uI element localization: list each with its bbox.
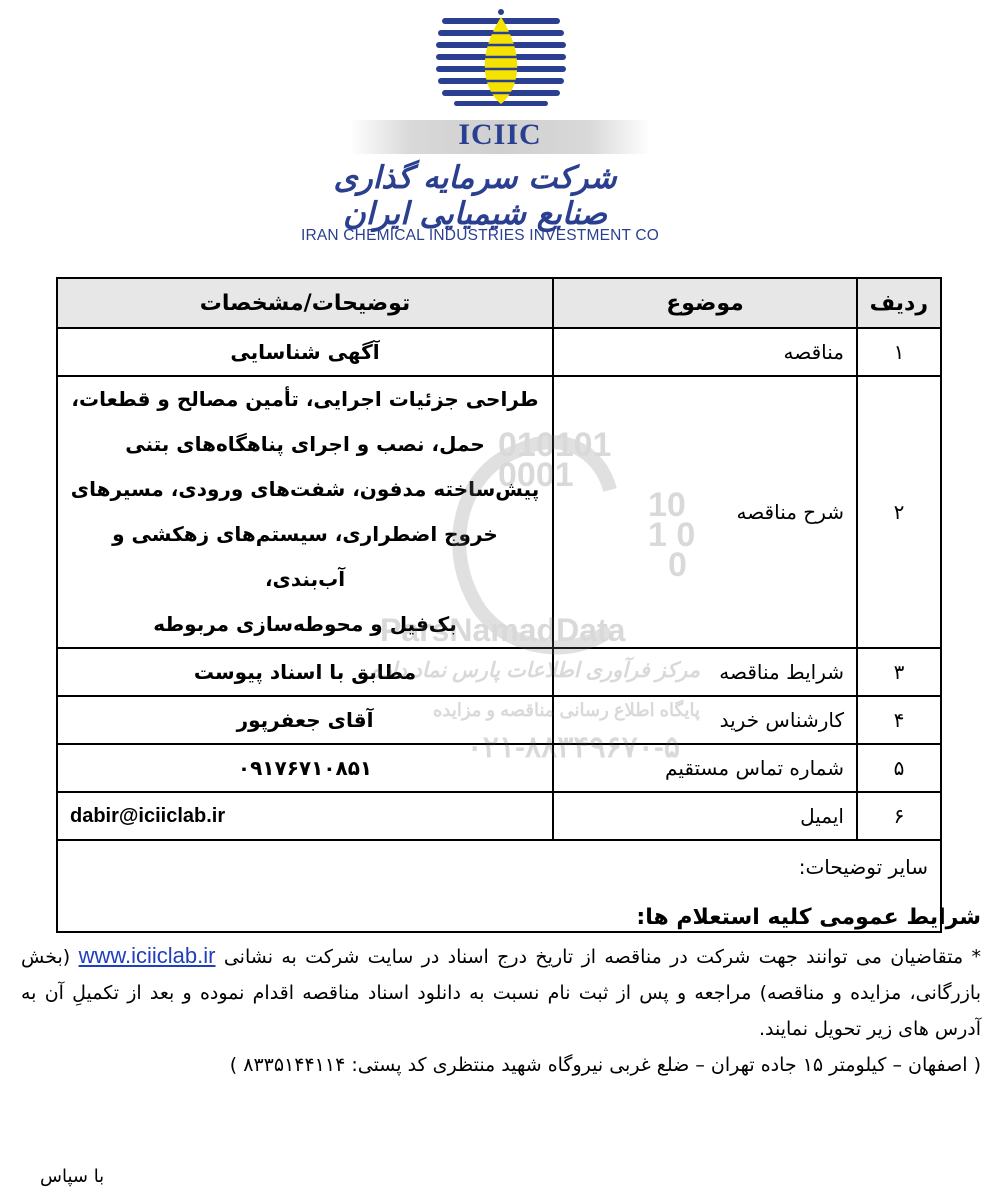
row-subject: شرایط مناقصه — [553, 648, 857, 696]
watermark-binary-line: 10 — [648, 486, 686, 524]
table-row — [57, 744, 941, 792]
row-description — [57, 376, 553, 648]
table-row — [57, 376, 941, 648]
description-line: پیش‌ساخته مدفون، شفت‌های ورودی، مسیرهای — [70, 477, 540, 501]
logo-acronym: ICIIC — [458, 118, 542, 151]
row-value: آقای جعفرپور — [57, 696, 553, 744]
logo-name-fa: شرکت سرمایه گذاری صنایع شیمیایی ایران — [333, 160, 617, 232]
logo-name-en: IRAN CHEMICAL INDUSTRIES INVESTMENT CO — [300, 227, 660, 244]
row-subject: شرح مناقصه — [553, 376, 857, 648]
row-subject: مناقصه — [553, 328, 857, 376]
header-row-number: ردیف — [857, 278, 941, 328]
watermark-binary-line: 1 0 — [648, 516, 696, 554]
header-subject: موضوع — [553, 278, 857, 328]
general-conditions — [21, 905, 981, 1083]
company-logo — [0, 0, 1003, 250]
row-number: ۶ — [857, 792, 941, 840]
website-link[interactable]: www.iciiclab.ir — [78, 943, 216, 968]
watermark-binary-line: 0001 — [498, 456, 574, 494]
watermark-brand: ParsNamadData — [380, 612, 626, 648]
description-line: بک‌فیل و محوطه‌سازی مربوطه — [153, 612, 457, 636]
row-value: مطابق با اسناد پیوست — [57, 648, 553, 696]
row-subject: کارشناس خرید — [553, 696, 857, 744]
general-conditions-title: شرایط عمومی کلیه استعلام ها: — [636, 905, 981, 930]
table-header-row — [57, 278, 941, 328]
watermark-line-2: پایگاه اطلاع رسانی مناقصه و مزایده — [432, 700, 700, 720]
table-row — [57, 328, 941, 376]
closing-text: با سپاس — [40, 1166, 105, 1187]
general-text-1: * متقاضیان می توانند جهت شرکت در مناقصه از تاریخ درج اسناد در سایت شرکت به نشانی — [223, 946, 981, 968]
table-row — [57, 792, 941, 840]
header-description: توضیحات/مشخصات — [57, 278, 553, 328]
table-row — [57, 648, 941, 696]
row-number: ۲ — [857, 376, 941, 648]
watermark-binary-line: 010101 — [498, 426, 612, 464]
row-number: ۱ — [857, 328, 941, 376]
company-emblem-icon — [436, 8, 566, 108]
description-line: طراحی جزئیات اجرایی، تأمین مصالح و قطعات، — [71, 387, 539, 411]
watermark-line-1: مرکز فرآوری اطلاعات پارس نماد داده — [371, 659, 700, 682]
specification-table — [56, 277, 942, 933]
watermark-phone: ۰۲۱-۸۸۳۴۹۶۷۰-۵ — [466, 731, 680, 764]
table-row — [57, 696, 941, 744]
email-value[interactable]: dabir@iciiclab.ir — [57, 792, 553, 840]
general-text-2: (بخش بازرگانی، مزایده و مناقصه) مراجعه و پس از ثبت نام نسبت به دانلود اسناد مناقصه اقدام نموده و بعد از تکمیلِ آن به آدرس های زیر تحویل نمایند. — [21, 946, 981, 1040]
specification-table-wrapper — [56, 277, 942, 897]
watermark-binary-line: 0 — [668, 546, 687, 584]
row-subject: شماره تماس مستقیم — [553, 744, 857, 792]
row-number: ۵ — [857, 744, 941, 792]
other-notes: سایر توضیحات: — [57, 840, 941, 932]
general-paragraph-1 — [21, 938, 981, 1047]
general-address: ( اصفهان – کیلومتر ۱۵ جاده تهران – ضلع غربی نیروگاه شهید منتظری کد پستی: ۸۳۳۵۱۴۴۱۱۴ ) — [229, 1054, 981, 1076]
description-line: خروج اضطراری، سیستم‌های زهکشی و آب‌بندی، — [112, 522, 498, 591]
row-value: آگهی شناسایی — [57, 328, 553, 376]
row-number: ۳ — [857, 648, 941, 696]
row-number: ۴ — [857, 696, 941, 744]
description-line: حمل، نصب و اجرای پناهگاه‌های بتنی — [125, 432, 485, 456]
row-value: ۰۹۱۷۶۷۱۰۸۵۱ — [57, 744, 553, 792]
row-subject: ایمیل — [553, 792, 857, 840]
